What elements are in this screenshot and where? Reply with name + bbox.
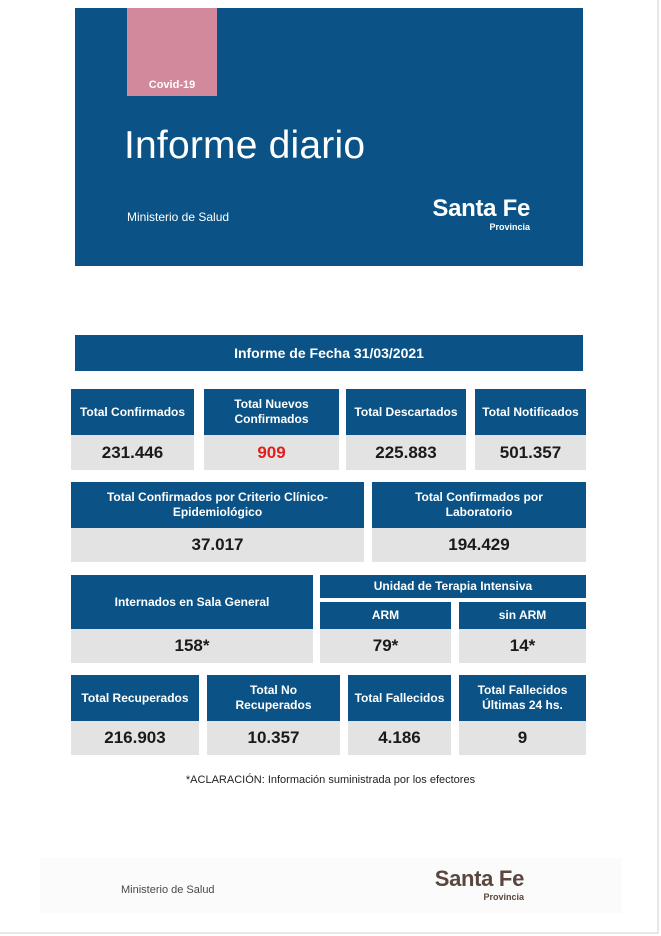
logo-subtitle: Provincia (489, 222, 530, 232)
stat-total-notificados (475, 389, 586, 470)
stat-value: 79* (320, 629, 451, 663)
logo-name: Santa Fe (432, 195, 530, 222)
stat-value: 37.017 (71, 528, 364, 562)
stat-total-fallecidos (348, 675, 451, 755)
santa-fe-logo (432, 196, 530, 232)
covid-tag: Covid-19 (127, 8, 217, 96)
stat-value: 225.883 (346, 435, 466, 470)
uti-header (320, 575, 586, 598)
stat-label: Total Descartados (346, 389, 466, 435)
footer-santa-fe-logo (435, 866, 524, 902)
stat-label: ARM (320, 602, 451, 629)
footer-ministry-label: Ministerio de Salud (121, 884, 215, 896)
stat-label: Total Recuperados (71, 675, 199, 721)
report-date-banner: Informe de Fecha 31/03/2021 (75, 335, 583, 371)
clarification-note: *ACLARACIÓN: Información suministrada por los efectores (185, 774, 476, 786)
stat-value: 14* (459, 629, 586, 663)
stat-confirmados-clinico (71, 482, 364, 562)
stat-value: 9 (459, 721, 586, 755)
stat-total-confirmados (71, 389, 194, 470)
stat-confirmados-laboratorio (372, 482, 586, 562)
stat-label: Total Fallecidos (348, 675, 451, 721)
stat-label: Total Notificados (475, 389, 586, 435)
stat-label: Internados en Sala General (71, 575, 313, 629)
stat-label: Total Fallecidos Últimas 24 hs. (459, 675, 586, 721)
ministry-label: Ministerio de Salud (127, 210, 230, 224)
stat-value: 909 (204, 435, 339, 470)
stat-label: Total Confirmados (71, 389, 194, 435)
stat-value: 231.446 (71, 435, 194, 470)
stat-label: Total Confirmados por Criterio Clínico-Epidemiológico (71, 482, 364, 528)
stat-value: 4.186 (348, 721, 451, 755)
stat-nuevos-confirmados (204, 389, 339, 470)
stat-label: sin ARM (459, 602, 586, 629)
report-title: Informe diario (124, 124, 366, 167)
stat-fallecidos-24hs (459, 675, 586, 755)
stat-value: 158* (71, 629, 313, 663)
stat-label: Total No Recuperados (207, 675, 340, 721)
stat-uti-sin-arm (459, 602, 586, 663)
stat-value: 194.429 (372, 528, 586, 562)
uti-label: Unidad de Terapia Intensiva (320, 575, 586, 598)
stat-no-recuperados (207, 675, 340, 755)
stat-total-recuperados (71, 675, 199, 755)
stat-value: 216.903 (71, 721, 199, 755)
stat-label: Total Confirmados por Laboratorio (372, 482, 586, 528)
stat-sala-general (71, 575, 313, 663)
logo-name: Santa Fe (434, 866, 524, 891)
stat-label: Total Nuevos Confirmados (204, 389, 339, 435)
logo-subtitle: Provincia (483, 892, 524, 902)
stat-uti-arm (320, 602, 451, 663)
stat-value: 501.357 (475, 435, 586, 470)
stat-value: 10.357 (207, 721, 340, 755)
stat-total-descartados (346, 389, 466, 470)
report-header (75, 8, 583, 266)
